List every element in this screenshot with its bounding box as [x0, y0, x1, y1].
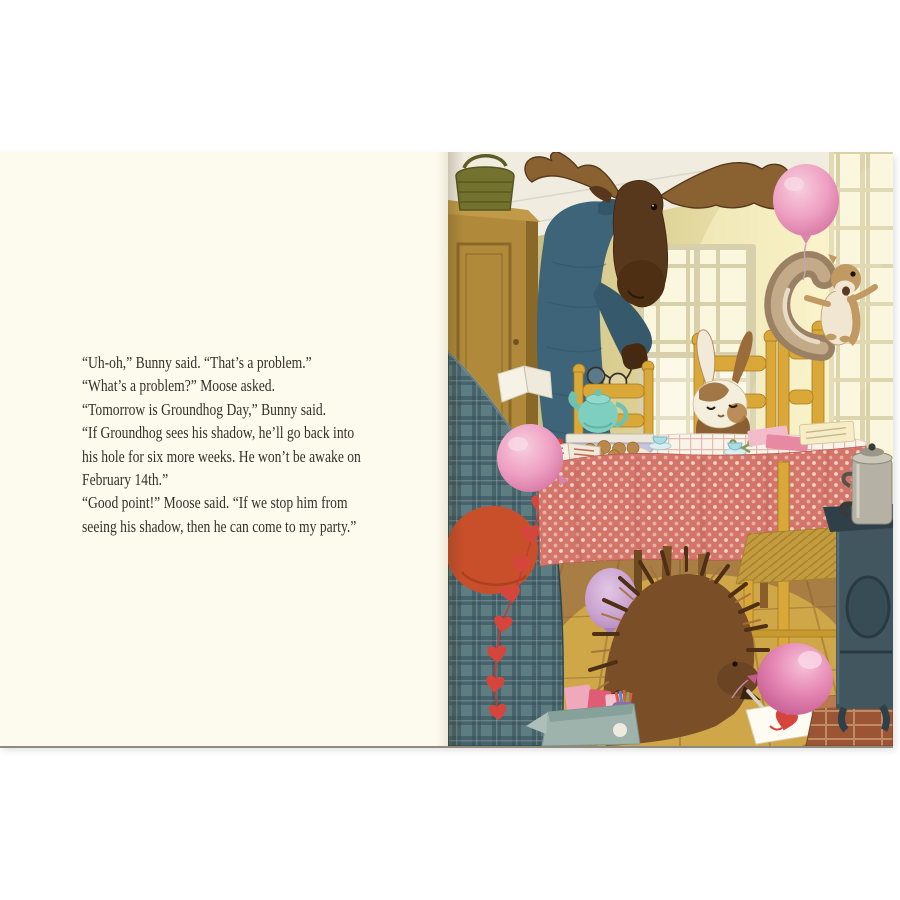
story-line: “What’s a problem?” Moose asked.	[82, 376, 275, 396]
squirrel-mouth	[842, 286, 850, 295]
stove-door	[847, 577, 889, 637]
story-text	[82, 351, 361, 538]
pom	[613, 723, 627, 737]
story-line: his hole for six more weeks. He won’t be awake on	[82, 446, 361, 466]
story-line: February 14th.”	[82, 469, 169, 489]
teapot-lid-knob	[594, 389, 601, 396]
squirrel-eye	[850, 271, 855, 276]
story-line: “Uh-oh,” Bunny said. “That’s a problem.”	[82, 353, 312, 372]
illustration	[448, 152, 893, 746]
kettle-knob	[868, 443, 875, 450]
story-line: seeing his shadow, then he can come to my party.”	[82, 516, 357, 536]
squirrel-foot	[840, 336, 851, 342]
book-spread	[0, 152, 893, 746]
story-line: “Good point!” Moose said. “If we stop him from	[82, 493, 348, 513]
left-page	[0, 152, 448, 746]
moose-eye	[651, 204, 657, 210]
armoire-knob	[513, 339, 519, 345]
porcupine-eye	[732, 661, 737, 666]
story-line: “Tomorrow is Groundhog Day,” Bunny said.	[82, 399, 327, 419]
squirrel-foot	[826, 334, 837, 340]
moose-snout	[617, 260, 665, 306]
right-page	[448, 152, 893, 746]
story-line: “If Groundhog sees his shadow, he’ll go back into	[82, 423, 355, 443]
